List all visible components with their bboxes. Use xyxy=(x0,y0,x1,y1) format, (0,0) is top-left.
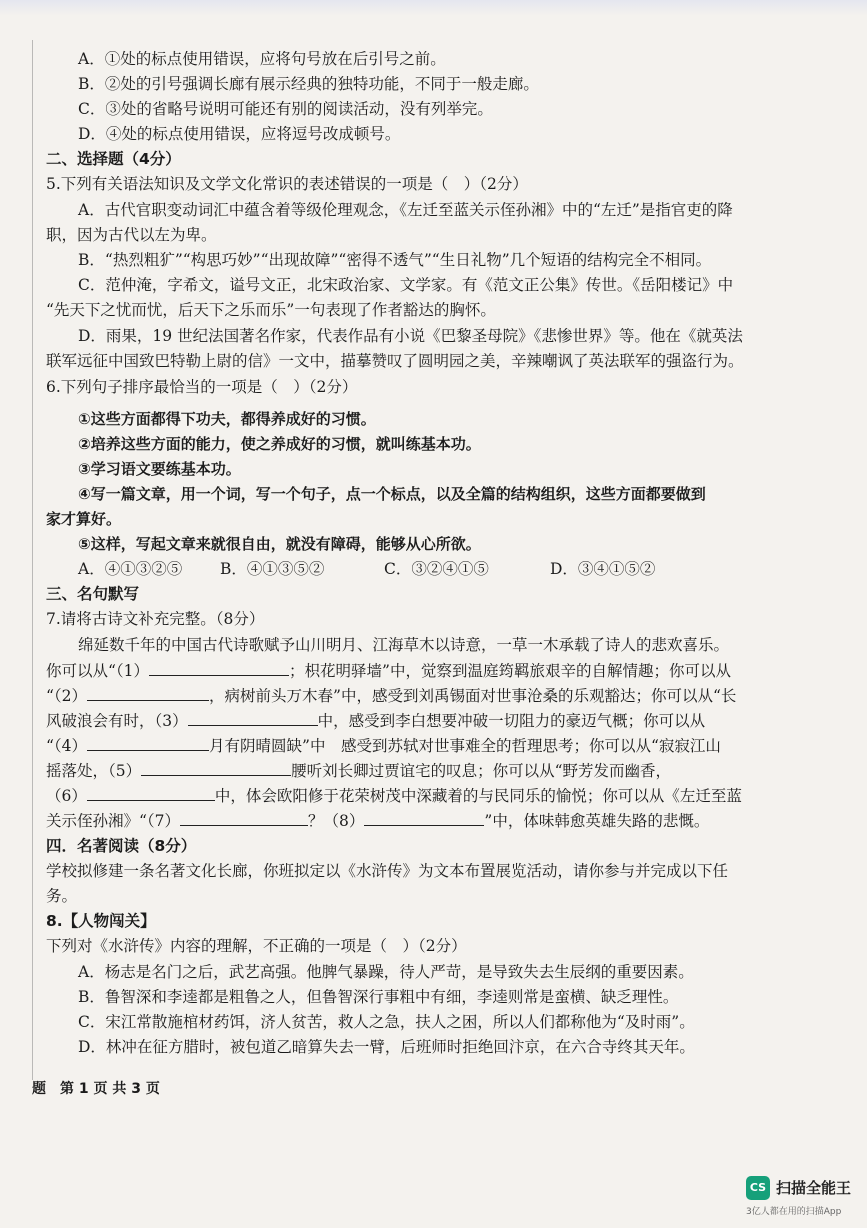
section4-intro-line2: 务。 xyxy=(46,887,78,905)
q7-text: “（2） xyxy=(46,687,88,705)
q7-text: ”中，体味韩愈英雄失路的悲慨。 xyxy=(484,812,710,830)
q4-option-d: D．④处的标点使用错误，应将逗号改成顿号。 xyxy=(78,125,401,143)
q7-blank-8[interactable] xyxy=(364,809,484,826)
q6-sentence-2: ②培养这些方面的能力，使之养成好的习惯，就叫练基本功。 xyxy=(78,435,481,453)
section2-title: 二、选择题（4分） xyxy=(46,150,181,168)
q8-option-a: A．杨志是名门之后，武艺高强。他脾气暴躁，待人严苛，是导致失去生辰纲的重要因素。 xyxy=(78,963,694,981)
q7-passage-line7 xyxy=(46,784,742,807)
q7-blank-7[interactable] xyxy=(180,809,308,826)
q7-passage-line8 xyxy=(46,809,709,832)
q5-option-c-line1: C．范仲淹，字希文，谥号文正，北宋政治家、文学家。有《范文正公集》传世。《岳阳楼记》中 xyxy=(78,276,734,294)
q7-blank-1[interactable] xyxy=(149,659,289,676)
q7-text: “（4） xyxy=(46,737,88,755)
section4-title: 四．名著阅读（8分） xyxy=(46,837,197,855)
scanner-tagline: 3亿人都在用的扫描App xyxy=(746,1207,842,1217)
q7-text: （6） xyxy=(46,787,87,805)
q4-option-c: C．③处的省略号说明可能还有别的阅读活动，没有列举完。 xyxy=(78,100,493,118)
q8-stem: 下列对《水浒传》内容的理解，不正确的一项是（ ）（2分） xyxy=(46,937,467,955)
q4-option-a: A．①处的标点使用错误，应将句号放在后引号之前。 xyxy=(78,50,446,68)
q7-passage-line2 xyxy=(46,659,731,682)
q6-sentence-4-line1: ④写一篇文章，用一个词，写一个句子，点一个标点，以及全篇的结构组织，这些方面都要做到 xyxy=(78,485,706,503)
q5-option-a-line2: 职，因为古代以左为卑。 xyxy=(46,226,217,244)
q5-option-d-line2: 联军远征中国致巴特勒上尉的信》一文中，描摹赞叹了圆明园之美，辛辣嘲讽了英法联军的强盗行为。 xyxy=(46,352,744,370)
q8-option-b: B．鲁智深和李逵都是粗鲁之人，但鲁智深行事粗中有细，李逵则常是蛮横、缺乏理性。 xyxy=(78,988,679,1006)
q7-passage-line1: 绵延数千年的中国古代诗歌赋予山川明月、江海草木以诗意，一草一木承载了诗人的悲欢喜乐。 xyxy=(78,636,730,654)
q7-blank-4[interactable] xyxy=(87,734,209,751)
q7-passage-line4 xyxy=(46,709,705,732)
q7-text: ；枳花明驿墙”中，觉察到温庭筠羁旅艰辛的自解情趣；你可以从 xyxy=(289,662,731,680)
q8-title: 8.【人物闯关】 xyxy=(46,912,156,930)
q7-text: 月有阴晴圆缺”中 感受到苏轼对世事难全的哲理思考；你可以从“寂寂江山 xyxy=(209,737,721,755)
q5-option-b: B．“热烈粗犷”“构思巧妙”“出现故障”“密得不透气”“生日礼物”几个短语的结构完全不相同。 xyxy=(78,251,712,269)
q7-blank-2[interactable] xyxy=(87,684,209,701)
q7-passage-line3 xyxy=(46,684,736,707)
q6-sentence-1: ①这些方面都得下功夫，都得养成好的习惯。 xyxy=(78,410,376,428)
q7-text: ？（8） xyxy=(308,812,365,830)
q6-option-b: B．④①③⑤② xyxy=(220,560,325,578)
q7-stem: 7.请将古诗文补充完整。（8分） xyxy=(46,610,265,628)
q6-stem: 6.下列句子排序最恰当的一项是（ ）（2分） xyxy=(46,378,358,396)
section4-intro-line1: 学校拟修建一条名著文化长廊，你班拟定以《水浒传》为文本布置展览活动，请你参与并完成以下任 xyxy=(46,862,729,880)
q5-option-c-line2: “先天下之忧而忧，后天下之乐而乐”一句表现了作者豁达的胸怀。 xyxy=(46,301,496,319)
page-footer: 题 第 1 页 共 3 页 xyxy=(32,1081,160,1097)
q5-option-d-line1: D．雨果，19 世纪法国著名作家，代表作品有小说《巴黎圣母院》《悲惨世界》等。他在《就英法 xyxy=(78,327,743,345)
q7-text: ，病树前头万木春”中，感受到刘禹锡面对世事沧桑的乐观豁达；你可以从“长 xyxy=(209,687,737,705)
q5-option-a-line1: A．古代官职变动词汇中蕴含着等级伦理观念，《左迁至蓝关示侄孙湘》中的“左迁”是指官吏的降 xyxy=(78,201,733,219)
q6-sentence-5: ⑤这样，写起文章来就很自由，就没有障碍，能够从心所欲。 xyxy=(78,535,481,553)
q7-blank-6[interactable] xyxy=(87,784,215,801)
q7-text: 中，感受到李白想要冲破一切阻力的豪迈气概；你可以从 xyxy=(317,712,706,730)
q5-stem: 5.下列有关语法知识及文学文化常识的表述错误的一项是（ ）（2分） xyxy=(46,175,528,193)
q7-text: 你可以从“（1） xyxy=(46,662,150,680)
q7-blank-3[interactable] xyxy=(188,709,318,726)
q7-passage-line6 xyxy=(46,759,671,782)
q8-option-c: C．宋江常散施棺材药饵，济人贫苦，救人之急，扶人之困，所以人们都称他为“及时雨”。 xyxy=(78,1013,695,1031)
q6-sentence-4-line2: 家才算好。 xyxy=(46,510,122,528)
q6-option-d: D．③④①⑤② xyxy=(550,560,656,578)
q7-passage-line5 xyxy=(46,734,721,757)
q7-text: 中，体会欧阳修于花荣树茂中深藏着的与民同乐的愉悦；你可以从《左迁至蓝 xyxy=(214,787,742,805)
q7-text: 摇落处，（5） xyxy=(46,762,142,780)
q7-text: 关示侄孙湘》“（7） xyxy=(46,812,181,830)
q7-blank-5[interactable] xyxy=(141,759,291,776)
q7-text: 腰听刘长卿过贾谊宅的叹息；你可以从“野芳发而幽香， xyxy=(291,762,672,780)
scanner-app-name: 扫描全能王 xyxy=(776,1179,852,1197)
q4-option-b: B．②处的引号强调长廊有展示经典的独特功能，不同于一般走廊。 xyxy=(78,75,539,93)
scanner-watermark xyxy=(746,1176,858,1222)
q8-option-d: D．林冲在征方腊时，被包道乙暗算失去一臂，后班师时拒绝回汴京，在六合寺终其天年。 xyxy=(78,1038,695,1056)
q6-sentence-3: ③学习语文要练基本功。 xyxy=(78,460,241,478)
scanner-logo-icon: CS xyxy=(746,1176,770,1200)
q6-option-a: A．④①③②⑤ xyxy=(78,560,183,578)
q7-text: 风破浪会有时，（3） xyxy=(46,712,188,730)
section3-title: 三、名句默写 xyxy=(46,585,140,603)
q6-option-c: C．③②④①⑤ xyxy=(384,560,489,578)
